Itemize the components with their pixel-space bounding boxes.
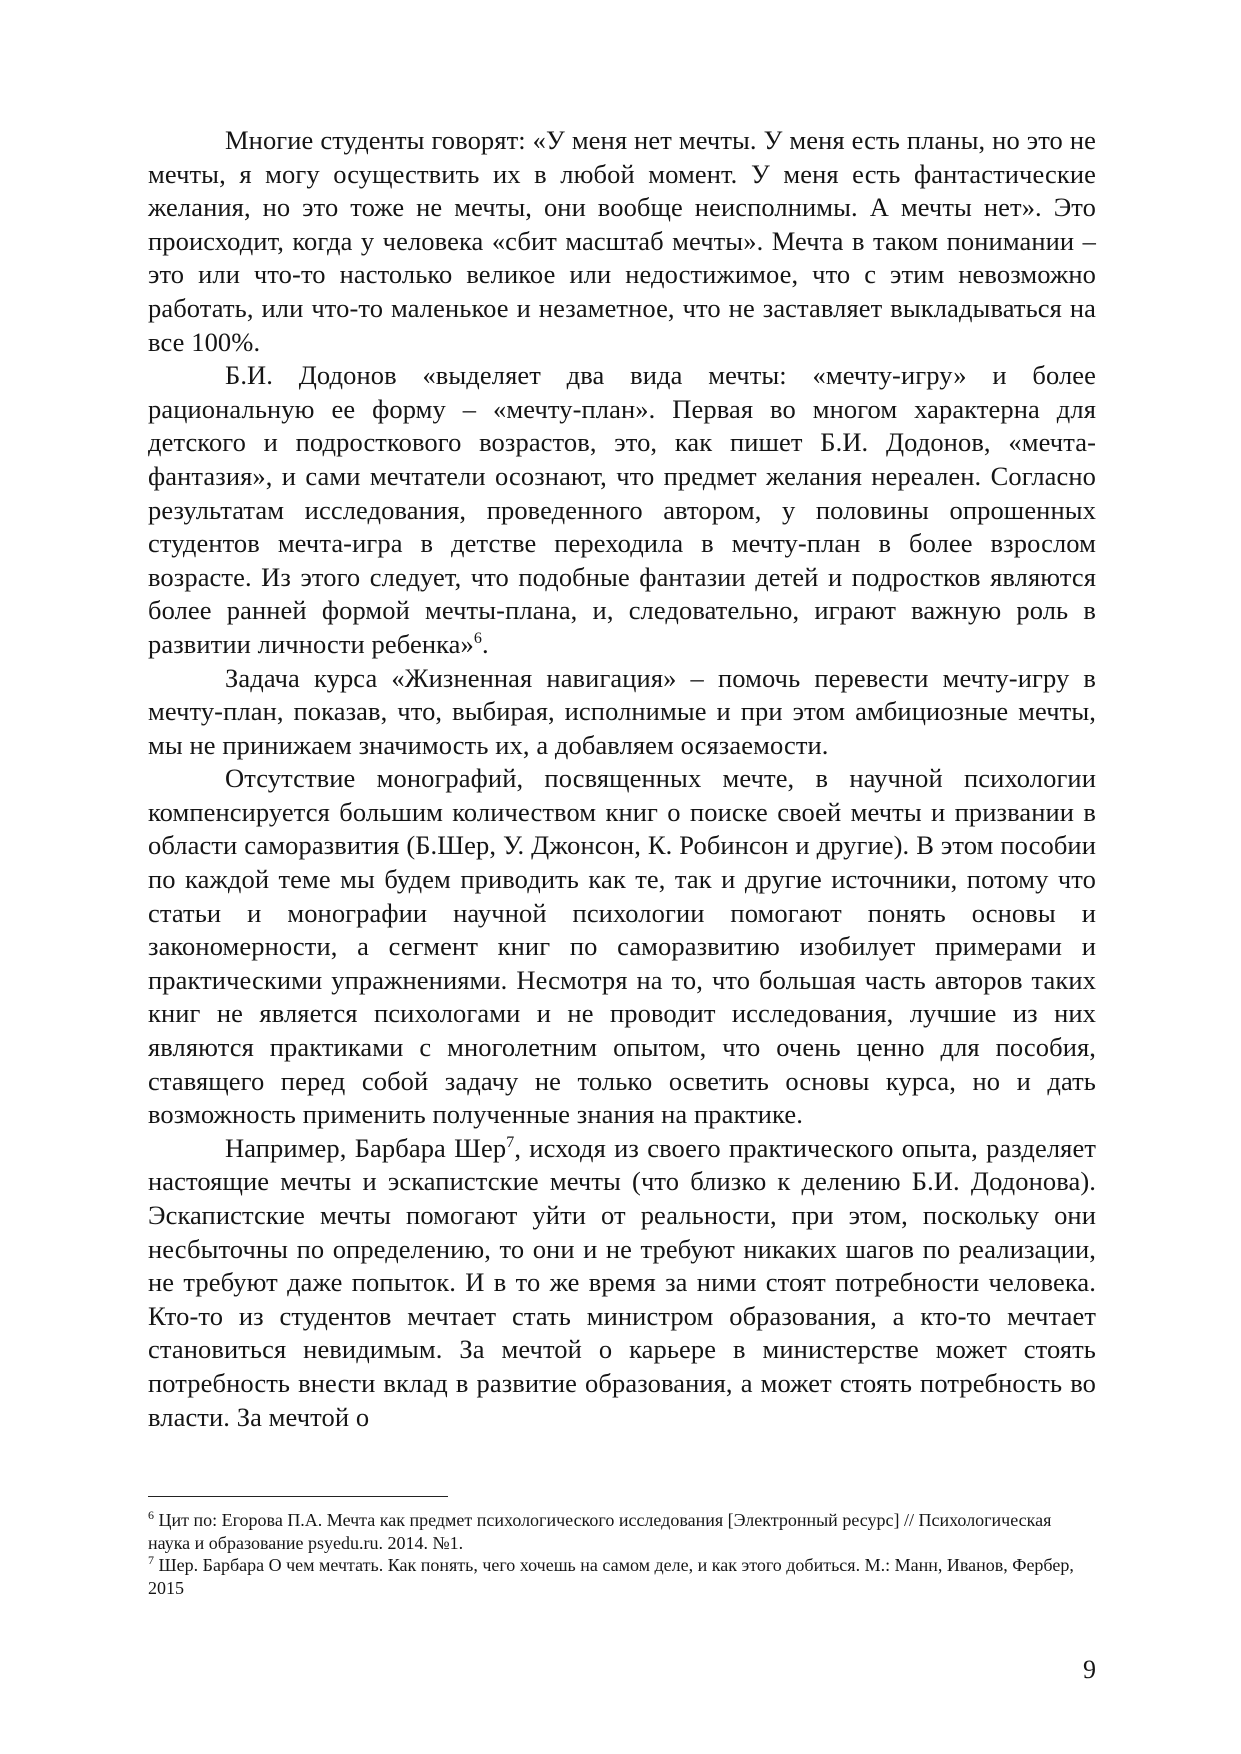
footnote-6-number: 6 [148,1508,154,1522]
page-number: 9 [1083,1655,1096,1684]
paragraph-4 [148,762,1096,1132]
paragraph-2 [148,359,1096,661]
footnote-ref-7[interactable]: 7 [506,1133,515,1151]
footnote-6 [148,1509,1096,1554]
paragraph-4-text: Отсутствие монографий, посвященных мечте, в научной психологии компенсируется большим количеством книг о поиске своей мечты и призвании в области саморазвития (Б.Шер, У. Джонсон, К. Робинсон и другие). В этом пособии по каждой теме мы будем приводить как те, так и другие источники, потому что статьи и монографии научной психологии помогают понять основы и закономерности, а сегмент книг по саморазвитию изобилует примерами и практическими упражнениями. Несмотря на то, что большая часть авторов таких книг не является психологами и не проводит исследования, лучшие из них являются практиками с многолетним опытом, что очень ценно для пособия, ставящего перед собой задачу не только осветить основы курса, но и дать возможность применить полученные знания на практике. [148,763,1096,1130]
paragraph-2-text: Б.И. Додонов «выделяет два вида мечты: «мечту-игру» и более рациональную ее форму – «мечту-план». Первая во многом характерна для детского и подросткового возрастов, это, как пишет Б.И. Додонов, «мечта-фантазия», и сами мечтатели осознают, что предмет желания нереален. Согласно результатам исследования, проведенного автором, у половины опрошенных студентов мечта-игра в детстве переходила в мечту-план в более взрослом возрасте. Из этого следует, что подобные фантазии детей и подростков являются более ранней формой мечты-плана, и, следовательно, играют важную роль в развитии личности ребенка» [148,360,1096,659]
footnote-ref-6[interactable]: 6 [473,630,483,648]
paragraph-5-start: Например, Барбара Шер [225,1132,507,1163]
footnote-separator [148,1496,448,1497]
paragraph-1-text: Многие студенты говорят: «У меня нет мечты. У меня есть планы, но это не мечты, я могу осуществить их в любой момент. У меня есть фантастические желания, но это тоже не мечты, они вообще неисполнимы. А мечты нет». Это происходит, когда у человека «сбит масштаб мечты». Мечта в таком понимании – это или что-то настолько великое или недостижимое, что с этим невозможно работать, или что-то маленькое и незаметное, что не заставляет выкладываться на все 100%. [148,125,1096,357]
paragraph-5 [148,1132,1096,1434]
main-text [148,124,1096,1434]
paragraph-2-end: . [482,628,489,659]
footnote-7-text: Шер. Барбара О чем мечтать. Как понять, чего хочешь на самом деле, и как этого добиться. М.: Манн, Иванов, Фербер, 2015 [148,1555,1074,1598]
paragraph-3-text: Задача курса «Жизненная навигация» – помочь перевести мечту-игру в мечту-план, показав, что, выбирая, исполнимые и при этом амбициозные мечты, мы не принижаем значимость их, а добавляем осязаемости. [148,662,1096,760]
footnote-7 [148,1554,1096,1599]
footnotes [148,1496,1096,1599]
paragraph-3 [148,662,1096,763]
paragraph-5-text: , исходя из своего практического опыта, разделяет настоящие мечты и эскапистские мечты (что близко к делению Б.И. Додонова). Эскапистские мечты помогают уйти от реальности, при этом, поскольку они несбыточны по определению, то они и не требуют никаких шагов по реализации, не требуют даже попыток. И в то же время за ними стоят потребности человека. Кто-то из студентов мечтает стать министром образования, а кто-то мечтает становиться невидимым. За мечтой о карьере в министерстве может стоять потребность внести вклад в развитие образования, а может стоять потребность во власти. За мечтой о [148,1132,1096,1432]
footnote-7-number: 7 [148,1553,154,1567]
paragraph-1 [148,124,1096,359]
footnote-6-text: Цит по: Егорова П.А. Мечта как предмет психологического исследования [Электронный ресурс] // Психологическая наука и образование psyedu.ru. 2014. №1. [148,1510,1052,1553]
